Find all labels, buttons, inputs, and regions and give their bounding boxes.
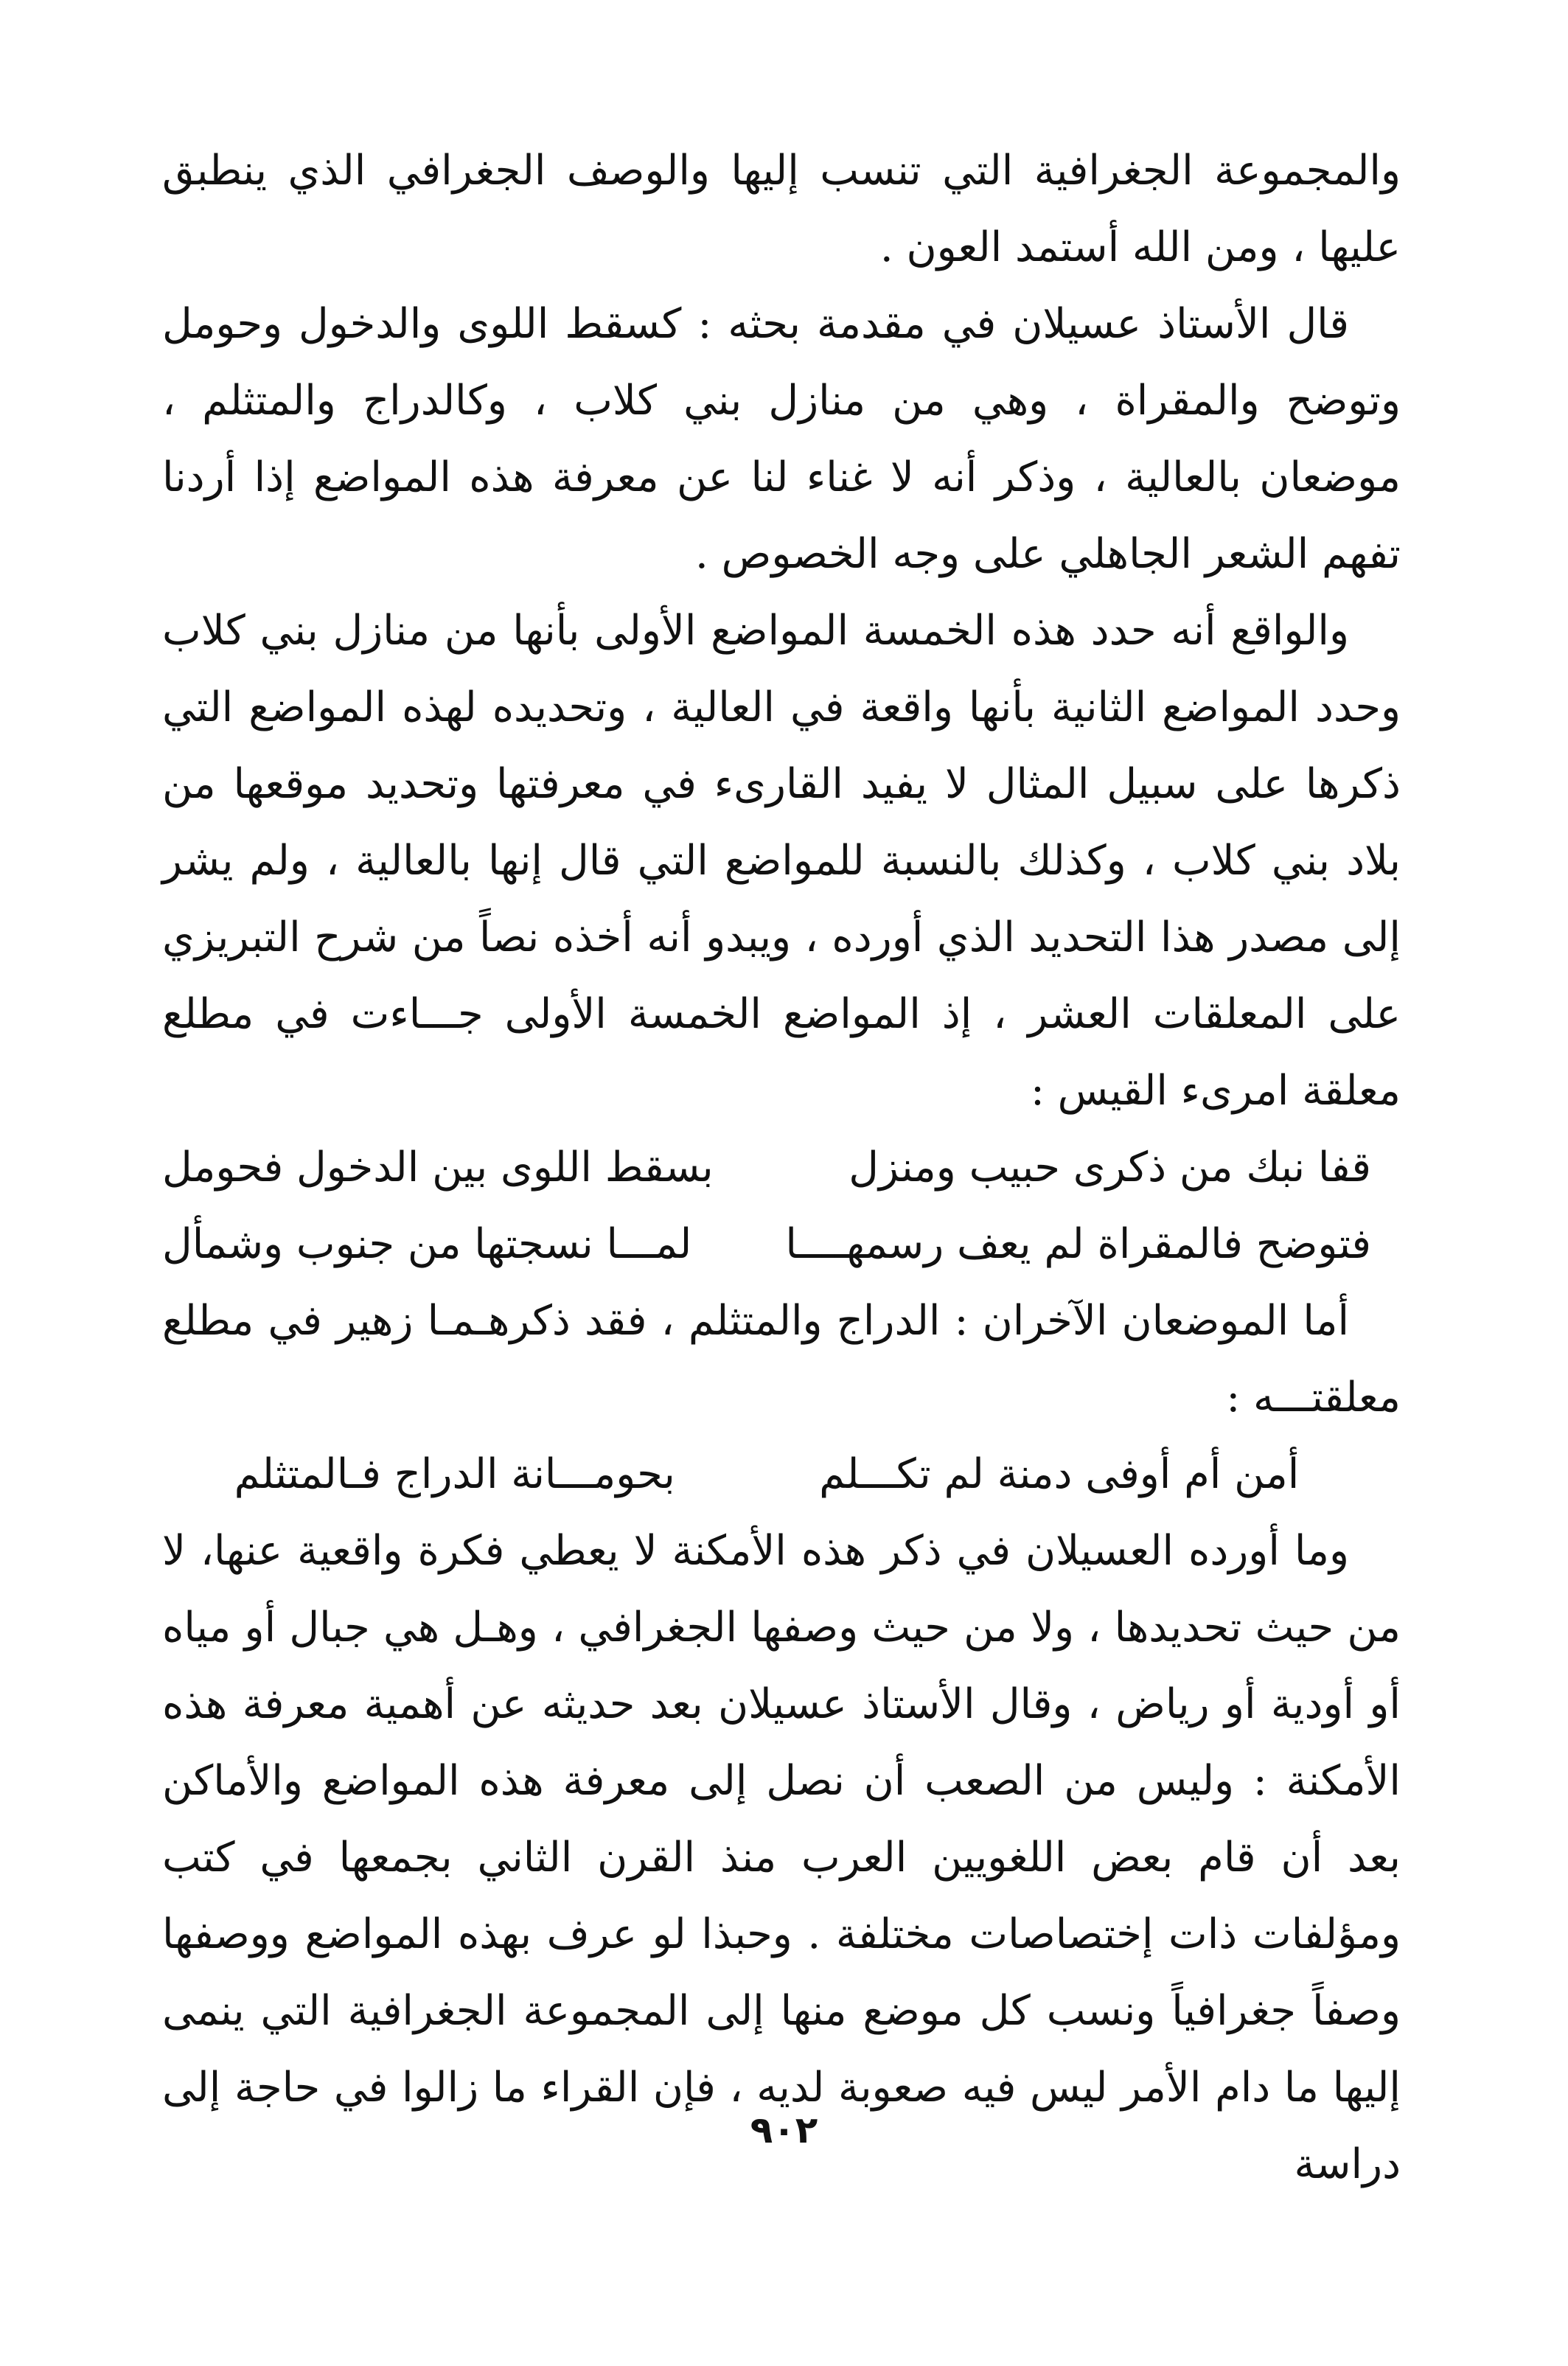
verse-line xyxy=(162,1130,1371,1206)
paragraph-1: والمجموعة الجغرافية التي تنسب إليها والوصف الجغرافي الذي ينطبق عليها ، ومن الله أستمد العون . xyxy=(162,147,1401,271)
verse-first-hemistich: أمن أم أوفى دمنة لم تكـــلم xyxy=(819,1450,1300,1498)
verse-second-hemistich: بسقط اللوى بين الدخول فحومل xyxy=(162,1144,714,1191)
verse-first-hemistich: فتوضح فالمقراة لم يعف رسمهــــا xyxy=(785,1220,1371,1268)
page-body xyxy=(162,133,1401,2234)
verse-second-hemistich: لمـــا نسجتها من جنوب وشمأل xyxy=(162,1220,692,1268)
paragraph-4: أما الموضعان الآخران : الدراج والمتثلم ، فقد ذكرهـمـا زهير في مطلع معلقتـــه : xyxy=(162,1297,1401,1422)
verse-first-hemistich: قفا نبك من ذكرى حبيب ومنزل xyxy=(849,1144,1371,1191)
paragraph-2: قال الأستاذ عسيلان في مقدمة بحثه : كسقط اللوى والدخول وحومل وتوضح والمقراة ، وهي من منازل بني كلاب ، وكالدراج والمتثلم ، موضعان بالعالية ، وذكر أنه لا غناء لنا عن معرفة هذه المواضع إذا أردنا تفهم الشعر الجاهلي على وجه الخصوص . xyxy=(162,300,1401,578)
verse-imru-al-qais xyxy=(162,1130,1371,1283)
paragraph-3: والواقع أنه حدد هذه الخمسة المواضع الأولى بأنها من منازل بني كلاب وحدد المواضع الثانية بأنها واقعة في العالية ، وتحديده لهذه المواضع التي ذكرها على سبيل المثال لا يفيد القارىء في معرفتها وتحديد موقعها من بلاد بني كلاب ، وكذلك بالنسبة للمواضع التي قال إنها بالعالية ، ولم يشر إلى مصدر هذا التحديد الذي أورده ، ويبدو أنه أخذه نصاً من شرح التبريزي على المعلقات العشر ، إذ المواضع الخمسة الأولى جـــاءت في مطلع معلقة امرىء القيس : xyxy=(162,607,1401,1115)
verse-second-hemistich: بحومـــانة الدراج فـالمتثلم xyxy=(234,1450,675,1498)
paragraph-5: وما أورده العسيلان في ذكر هذه الأمكنة لا يعطي فكرة واقعية عنها، لا من حيث تحديدها ، ولا من حيث وصفها الجغرافي ، وهـل هي جبال أو مياه أو أودية أو رياض ، وقال الأستاذ عسيلان بعد حديثه عن أهمية معرفة هذه الأمكنة : وليس من الصعب أن نصل إلى معرفة هذه المواضع والأماكن بعد أن قام بعض اللغويين العرب منذ القرن الثاني بجمعها في كتب ومؤلفات ذات إختصاصات مختلفة . وحبذا لو عرف بهذه المواضع ووصفها وصفاً جغرافياً ونسب كل موضع منها إلى المجموعة الجغرافية التي ينمى إليها ما دام الأمر ليس فيه صعوبة لديه ، فإن القراء ما زالوا في حاجة إلى دراسة xyxy=(162,1527,1401,2188)
verse-zuhair xyxy=(162,1436,1371,1513)
verse-line xyxy=(162,1206,1371,1283)
page-number: ٩٠٢ xyxy=(750,2109,818,2151)
verse-line xyxy=(162,1436,1371,1513)
